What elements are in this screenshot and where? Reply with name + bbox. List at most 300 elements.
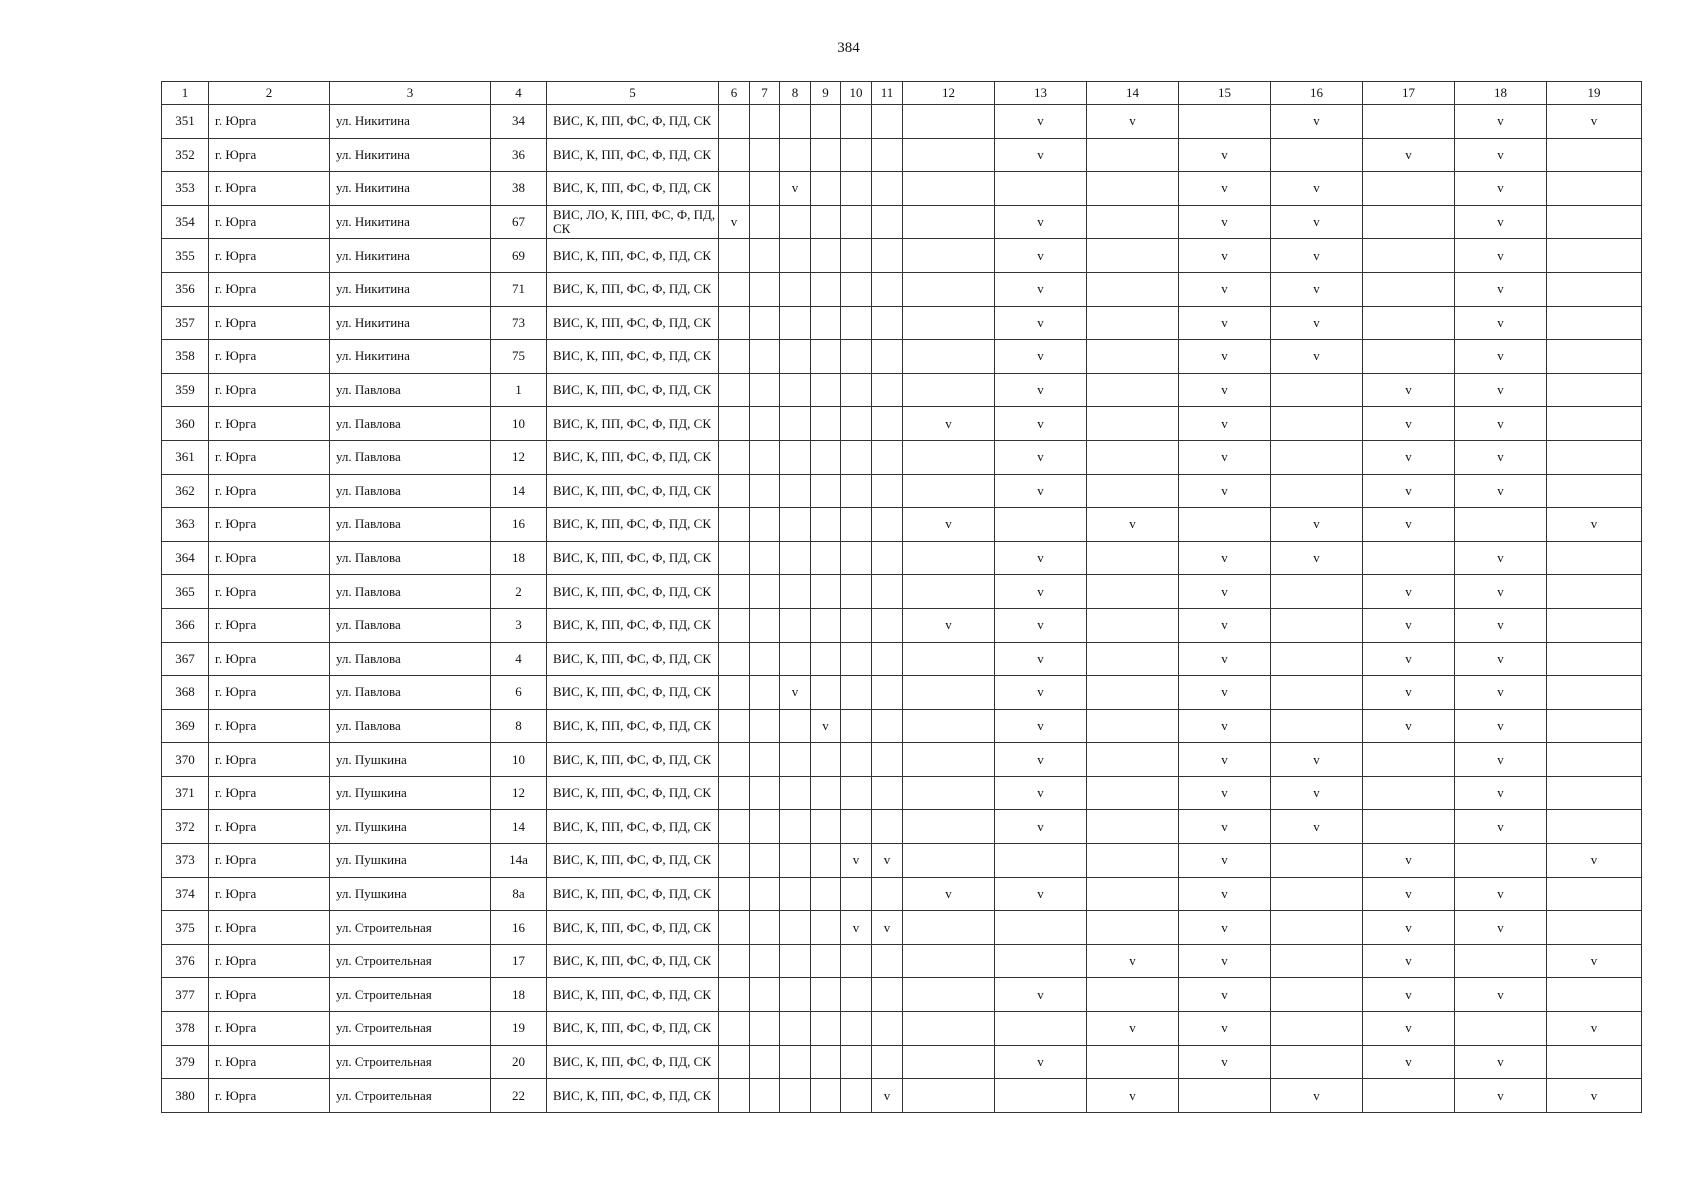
mark-cell-col-7 [750,709,780,743]
mark-cell-col-19: v [1547,1012,1642,1046]
row-number: 366 [162,608,209,642]
house-number-cell: 71 [491,272,547,306]
city-cell: г. Юрга [209,844,330,878]
mark-cell-col-9 [811,239,841,273]
mark-cell-col-17 [1363,239,1455,273]
mark-cell-col-6 [719,272,750,306]
mark-cell-col-13: v [995,138,1087,172]
mark-cell-col-12 [903,373,995,407]
mark-cell-col-17: v [1363,508,1455,542]
row-number: 360 [162,407,209,441]
mark-cell-col-13 [995,911,1087,945]
mark-cell-col-19: v [1547,105,1642,139]
mark-cell-col-14 [1087,911,1179,945]
mark-cell-col-6 [719,743,750,777]
mark-cell-col-11 [872,709,903,743]
mark-cell-col-19 [1547,877,1642,911]
house-number-cell: 18 [491,978,547,1012]
house-number-cell: 75 [491,340,547,374]
mark-cell-col-11 [872,608,903,642]
street-cell: ул. Павлова [330,709,491,743]
mark-cell-col-15: v [1179,205,1271,239]
row-number: 358 [162,340,209,374]
row-number: 365 [162,575,209,609]
mark-cell-col-7 [750,575,780,609]
mark-cell-col-18: v [1455,810,1547,844]
mark-cell-col-17: v [1363,608,1455,642]
page-number: 384 [837,40,860,56]
mark-cell-col-19 [1547,1045,1642,1079]
mark-cell-col-18: v [1455,911,1547,945]
mark-cell-col-16 [1271,676,1363,710]
city-cell: г. Юрга [209,1045,330,1079]
mark-cell-col-18: v [1455,205,1547,239]
mark-cell-col-18: v [1455,105,1547,139]
mark-cell-col-8 [780,608,811,642]
mark-cell-col-6 [719,105,750,139]
mark-cell-col-14 [1087,776,1179,810]
mark-cell-col-15: v [1179,306,1271,340]
mark-cell-col-16: v [1271,743,1363,777]
house-number-cell: 12 [491,776,547,810]
mark-cell-col-8 [780,474,811,508]
city-cell: г. Юрга [209,642,330,676]
city-cell: г. Юрга [209,776,330,810]
mark-cell-col-15 [1179,105,1271,139]
mark-cell-col-12 [903,440,995,474]
row-number: 363 [162,508,209,542]
row-number: 376 [162,944,209,978]
mark-cell-col-17 [1363,205,1455,239]
mark-cell-col-15: v [1179,608,1271,642]
mark-cell-col-14 [1087,743,1179,777]
city-cell: г. Юрга [209,407,330,441]
mark-cell-col-7 [750,944,780,978]
mark-cell-col-17: v [1363,373,1455,407]
mark-cell-col-13 [995,944,1087,978]
mark-cell-col-6 [719,642,750,676]
mark-cell-col-8 [780,1079,811,1113]
mark-cell-col-19 [1547,340,1642,374]
mark-cell-col-9 [811,844,841,878]
mark-cell-col-13: v [995,205,1087,239]
mark-cell-col-18: v [1455,541,1547,575]
mark-cell-col-10 [841,272,872,306]
mark-cell-col-16 [1271,440,1363,474]
mark-cell-col-19 [1547,474,1642,508]
row-number: 378 [162,1012,209,1046]
mark-cell-col-14 [1087,642,1179,676]
street-cell: ул. Павлова [330,575,491,609]
street-cell: ул. Пушкина [330,877,491,911]
mark-cell-col-13: v [995,407,1087,441]
row-number: 351 [162,105,209,139]
city-cell: г. Юрга [209,709,330,743]
mark-cell-col-16: v [1271,105,1363,139]
mark-cell-col-18: v [1455,407,1547,441]
mark-cell-col-14 [1087,1045,1179,1079]
description-cell: ВИС, К, ПП, ФС, Ф, ПД, СК [547,776,719,810]
mark-cell-col-16 [1271,944,1363,978]
mark-cell-col-18: v [1455,172,1547,206]
house-number-cell: 6 [491,676,547,710]
mark-cell-col-11 [872,306,903,340]
mark-cell-col-13: v [995,676,1087,710]
mark-cell-col-8 [780,844,811,878]
description-cell: ВИС, К, ПП, ФС, Ф, ПД, СК [547,978,719,1012]
mark-cell-col-11 [872,172,903,206]
mark-cell-col-12: v [903,608,995,642]
mark-cell-col-10 [841,608,872,642]
table-row [162,440,1642,474]
column-number-6: 6 [719,82,750,105]
house-number-cell: 12 [491,440,547,474]
column-number-4: 4 [491,82,547,105]
mark-cell-col-11: v [872,1079,903,1113]
column-number-15: 15 [1179,82,1271,105]
city-cell: г. Юрга [209,676,330,710]
table-row [162,911,1642,945]
mark-cell-col-16: v [1271,810,1363,844]
mark-cell-col-10 [841,407,872,441]
mark-cell-col-6 [719,978,750,1012]
column-number-12: 12 [903,82,995,105]
street-cell: ул. Павлова [330,407,491,441]
mark-cell-col-19 [1547,978,1642,1012]
mark-cell-col-18: v [1455,340,1547,374]
mark-cell-col-12: v [903,508,995,542]
mark-cell-col-10 [841,1079,872,1113]
mark-cell-col-16 [1271,608,1363,642]
mark-cell-col-18: v [1455,474,1547,508]
city-cell: г. Юрга [209,508,330,542]
mark-cell-col-18: v [1455,1079,1547,1113]
mark-cell-col-10 [841,205,872,239]
mark-cell-col-15: v [1179,373,1271,407]
mark-cell-col-11 [872,373,903,407]
mark-cell-col-18: v [1455,272,1547,306]
mark-cell-col-19 [1547,608,1642,642]
mark-cell-col-6 [719,575,750,609]
mark-cell-col-17 [1363,306,1455,340]
mark-cell-col-11 [872,743,903,777]
mark-cell-col-8 [780,105,811,139]
mark-cell-col-7 [750,105,780,139]
mark-cell-col-19 [1547,407,1642,441]
mark-cell-col-19 [1547,709,1642,743]
mark-cell-col-16 [1271,1012,1363,1046]
description-cell: ВИС, К, ПП, ФС, Ф, ПД, СК [547,1045,719,1079]
mark-cell-col-19 [1547,911,1642,945]
mark-cell-col-17 [1363,105,1455,139]
city-cell: г. Юрга [209,608,330,642]
mark-cell-col-12 [903,205,995,239]
row-number: 377 [162,978,209,1012]
mark-cell-col-10 [841,105,872,139]
mark-cell-col-13: v [995,978,1087,1012]
mark-cell-col-14: v [1087,944,1179,978]
city-cell: г. Юрга [209,541,330,575]
house-number-cell: 20 [491,1045,547,1079]
description-cell: ВИС, К, ПП, ФС, Ф, ПД, СК [547,575,719,609]
mark-cell-col-9 [811,541,841,575]
mark-cell-col-18 [1455,508,1547,542]
mark-cell-col-10 [841,810,872,844]
mark-cell-col-8 [780,743,811,777]
mark-cell-col-9 [811,407,841,441]
mark-cell-col-12 [903,642,995,676]
mark-cell-col-16: v [1271,340,1363,374]
city-cell: г. Юрга [209,474,330,508]
mark-cell-col-10: v [841,911,872,945]
column-number-5: 5 [547,82,719,105]
mark-cell-col-8 [780,138,811,172]
mark-cell-col-14 [1087,474,1179,508]
mark-cell-col-11 [872,541,903,575]
mark-cell-col-19 [1547,541,1642,575]
column-number-13: 13 [995,82,1087,105]
mark-cell-col-9 [811,138,841,172]
mark-cell-col-8 [780,239,811,273]
mark-cell-col-18: v [1455,776,1547,810]
mark-cell-col-15: v [1179,138,1271,172]
row-number: 356 [162,272,209,306]
mark-cell-col-19 [1547,776,1642,810]
house-number-cell: 10 [491,743,547,777]
description-cell: ВИС, К, ПП, ФС, Ф, ПД, СК [547,272,719,306]
table-row [162,474,1642,508]
table-row [162,541,1642,575]
mark-cell-col-16: v [1271,1079,1363,1113]
street-cell: ул. Павлова [330,508,491,542]
table-row [162,1079,1642,1113]
mark-cell-col-16: v [1271,172,1363,206]
mark-cell-col-11 [872,877,903,911]
mark-cell-col-18: v [1455,373,1547,407]
mark-cell-col-17: v [1363,474,1455,508]
mark-cell-col-14: v [1087,1079,1179,1113]
mark-cell-col-13 [995,1012,1087,1046]
mark-cell-col-15: v [1179,1012,1271,1046]
mark-cell-col-11 [872,642,903,676]
mark-cell-col-11 [872,676,903,710]
mark-cell-col-10 [841,978,872,1012]
mark-cell-col-14 [1087,340,1179,374]
mark-cell-col-8 [780,205,811,239]
house-number-cell: 8 [491,709,547,743]
house-number-cell: 67 [491,205,547,239]
row-number: 354 [162,205,209,239]
mark-cell-col-9 [811,978,841,1012]
mark-cell-col-6 [719,340,750,374]
mark-cell-col-11: v [872,844,903,878]
mark-cell-col-14 [1087,205,1179,239]
street-cell: ул. Строительная [330,978,491,1012]
mark-cell-col-12 [903,138,995,172]
mark-cell-col-12 [903,105,995,139]
mark-cell-col-11 [872,440,903,474]
table-row [162,743,1642,777]
mark-cell-col-10 [841,944,872,978]
mark-cell-col-17: v [1363,944,1455,978]
mark-cell-col-6 [719,944,750,978]
mark-cell-col-12 [903,1079,995,1113]
house-number-cell: 69 [491,239,547,273]
row-number: 370 [162,743,209,777]
row-number: 373 [162,844,209,878]
mark-cell-col-9 [811,474,841,508]
mark-cell-col-13: v [995,474,1087,508]
table-row [162,608,1642,642]
mark-cell-col-8 [780,776,811,810]
city-cell: г. Юрга [209,575,330,609]
mark-cell-col-19: v [1547,944,1642,978]
mark-cell-col-10 [841,340,872,374]
house-number-cell: 38 [491,172,547,206]
description-cell: ВИС, К, ПП, ФС, Ф, ПД, СК [547,1012,719,1046]
mark-cell-col-17 [1363,541,1455,575]
mark-cell-col-14 [1087,373,1179,407]
city-cell: г. Юрга [209,138,330,172]
mark-cell-col-6 [719,1045,750,1079]
description-cell: ВИС, К, ПП, ФС, Ф, ПД, СК [547,474,719,508]
city-cell: г. Юрга [209,272,330,306]
city-cell: г. Юрга [209,911,330,945]
description-cell: ВИС, К, ПП, ФС, Ф, ПД, СК [547,844,719,878]
mark-cell-col-8 [780,1012,811,1046]
mark-cell-col-15: v [1179,978,1271,1012]
mark-cell-col-7 [750,1012,780,1046]
street-cell: ул. Павлова [330,642,491,676]
mark-cell-col-17 [1363,340,1455,374]
mark-cell-col-6: v [719,205,750,239]
mark-cell-col-13: v [995,709,1087,743]
mark-cell-col-16: v [1271,205,1363,239]
mark-cell-col-7 [750,373,780,407]
mark-cell-col-6 [719,608,750,642]
house-number-cell: 17 [491,944,547,978]
house-number-cell: 3 [491,608,547,642]
mark-cell-col-7 [750,810,780,844]
mark-cell-col-8 [780,373,811,407]
mark-cell-col-12 [903,709,995,743]
table-row [162,810,1642,844]
mark-cell-col-6 [719,138,750,172]
mark-cell-col-18: v [1455,575,1547,609]
table-row [162,407,1642,441]
street-cell: ул. Никитина [330,239,491,273]
mark-cell-col-14 [1087,306,1179,340]
mark-cell-col-16 [1271,877,1363,911]
description-cell: ВИС, К, ПП, ФС, Ф, ПД, СК [547,1079,719,1113]
mark-cell-col-12 [903,911,995,945]
mark-cell-col-14 [1087,877,1179,911]
city-cell: г. Юрга [209,1012,330,1046]
mark-cell-col-12 [903,776,995,810]
column-number-18: 18 [1455,82,1547,105]
mark-cell-col-15: v [1179,877,1271,911]
mark-cell-col-9 [811,743,841,777]
street-cell: ул. Пушкина [330,844,491,878]
mark-cell-col-6 [719,407,750,441]
mark-cell-col-16: v [1271,508,1363,542]
mark-cell-col-19 [1547,440,1642,474]
mark-cell-col-8 [780,306,811,340]
house-number-cell: 10 [491,407,547,441]
mark-cell-col-17: v [1363,676,1455,710]
mark-cell-col-11 [872,978,903,1012]
street-cell: ул. Никитина [330,138,491,172]
mark-cell-col-16 [1271,474,1363,508]
mark-cell-col-17: v [1363,1045,1455,1079]
mark-cell-col-11 [872,407,903,441]
column-number-8: 8 [780,82,811,105]
mark-cell-col-16: v [1271,272,1363,306]
city-cell: г. Юрга [209,306,330,340]
mark-cell-col-18: v [1455,440,1547,474]
house-number-cell: 4 [491,642,547,676]
mark-cell-col-6 [719,1012,750,1046]
mark-cell-col-18: v [1455,676,1547,710]
mark-cell-col-12 [903,474,995,508]
mark-cell-col-15: v [1179,743,1271,777]
street-cell: ул. Никитина [330,205,491,239]
table-row [162,306,1642,340]
table-body [162,82,1642,1113]
mark-cell-col-15: v [1179,676,1271,710]
mark-cell-col-10 [841,877,872,911]
mark-cell-col-19: v [1547,844,1642,878]
description-cell: ВИС, К, ПП, ФС, Ф, ПД, СК [547,709,719,743]
description-cell: ВИС, К, ПП, ФС, Ф, ПД, СК [547,508,719,542]
mark-cell-col-9 [811,642,841,676]
description-cell: ВИС, К, ПП, ФС, Ф, ПД, СК [547,743,719,777]
mark-cell-col-18: v [1455,642,1547,676]
mark-cell-col-10 [841,306,872,340]
mark-cell-col-8: v [780,676,811,710]
mark-cell-col-8 [780,642,811,676]
city-cell: г. Юрга [209,440,330,474]
mark-cell-col-14 [1087,676,1179,710]
city-cell: г. Юрга [209,239,330,273]
mark-cell-col-10 [841,743,872,777]
city-cell: г. Юрга [209,743,330,777]
mark-cell-col-17: v [1363,709,1455,743]
mark-cell-col-15: v [1179,541,1271,575]
mark-cell-col-7 [750,844,780,878]
mark-cell-col-10 [841,642,872,676]
column-number-14: 14 [1087,82,1179,105]
mark-cell-col-6 [719,1079,750,1113]
street-cell: ул. Павлова [330,541,491,575]
mark-cell-col-11 [872,1012,903,1046]
description-cell: ВИС, К, ПП, ФС, Ф, ПД, СК [547,138,719,172]
mark-cell-col-11 [872,239,903,273]
mark-cell-col-13: v [995,877,1087,911]
mark-cell-col-15: v [1179,474,1271,508]
mark-cell-col-8 [780,272,811,306]
city-cell: г. Юрга [209,810,330,844]
mark-cell-col-7 [750,474,780,508]
street-cell: ул. Никитина [330,105,491,139]
mark-cell-col-17: v [1363,575,1455,609]
mark-cell-col-8: v [780,172,811,206]
mark-cell-col-19 [1547,373,1642,407]
mark-cell-col-13: v [995,340,1087,374]
mark-cell-col-6 [719,306,750,340]
mark-cell-col-11 [872,138,903,172]
mark-cell-col-7 [750,340,780,374]
